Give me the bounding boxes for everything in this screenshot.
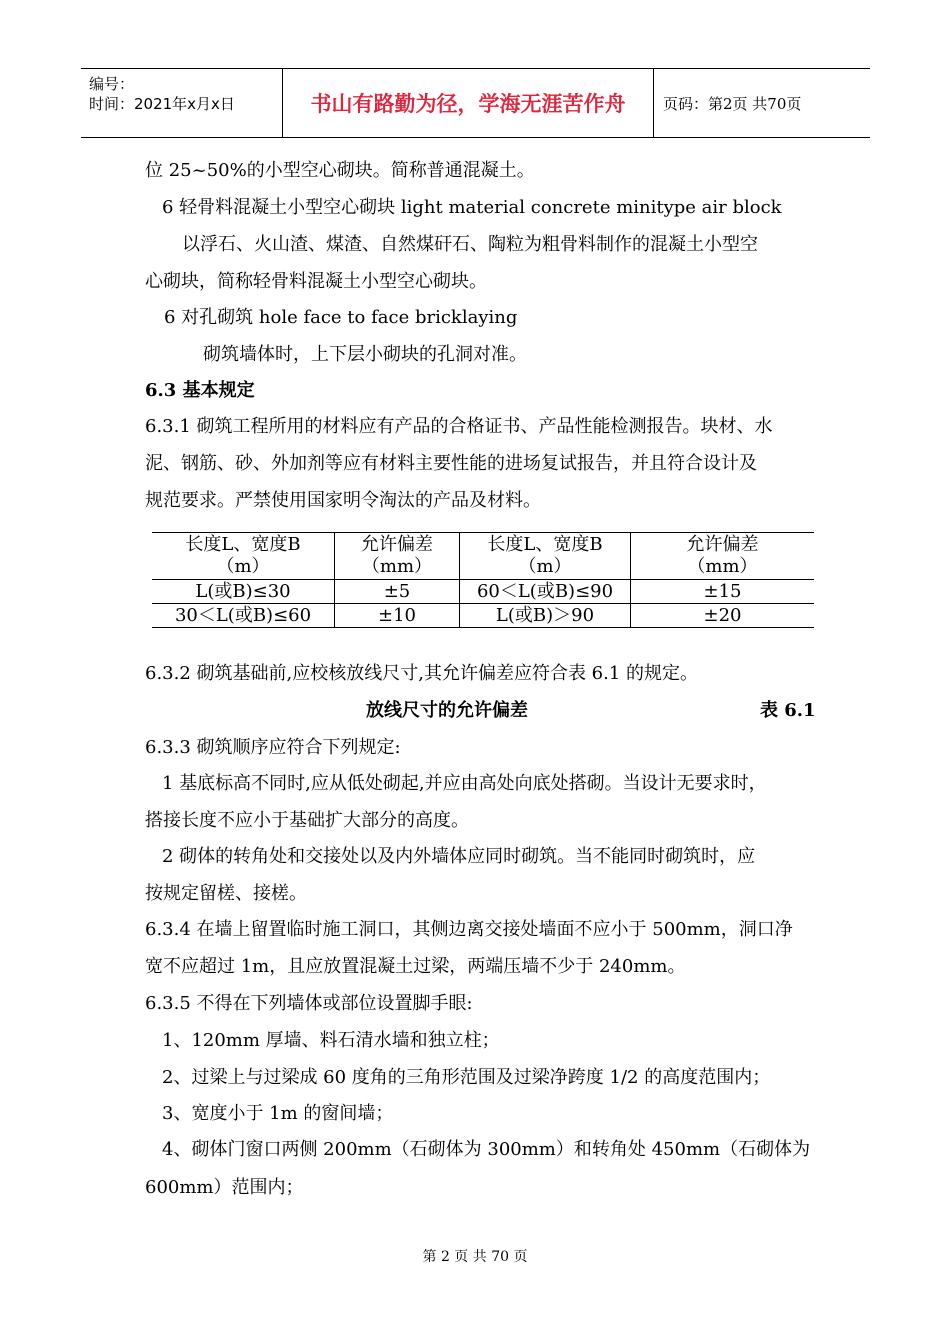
list-item: 2、过梁上与过梁成 60 度角的三角形范围及过梁净跨度 1/2 的高度范围内； xyxy=(162,1067,771,1088)
date-label: 时间：2021年x月x日 xyxy=(89,95,235,113)
list-item: 600mm）范围内； xyxy=(145,1177,304,1198)
body-line: 心砌块，简称轻骨料混凝土小型空心砌块。 xyxy=(145,271,487,292)
header-meta xyxy=(81,69,283,137)
list-item: 1、120mm 厚墙、料石清水墙和独立柱； xyxy=(162,1030,500,1051)
tolerance-table xyxy=(152,532,814,628)
body-line: 6.3.1 砌筑工程所用的材料应有产品的合格证书、产品性能检测报告。块材、水 xyxy=(145,416,773,437)
table-cell: ±20 xyxy=(631,604,815,628)
table-header-cell: 允许偏差 （mm） xyxy=(335,533,460,580)
body-line: 位 25~50%的小型空心砌块。简称普通混凝土。 xyxy=(145,160,535,181)
body-line: 6 轻骨料混凝土小型空心砌块 light material concrete minitype air block xyxy=(162,197,782,218)
table-row xyxy=(152,604,814,628)
table-cell: ±10 xyxy=(335,604,460,628)
page-info-text: 页码：第2页 共70页 xyxy=(663,94,802,113)
body-line: 6.3.3 砌筑顺序应符合下列规定: xyxy=(145,737,401,758)
table-cell: 60＜L(或B)≤90 xyxy=(460,580,631,604)
body-line: 6 对孔砌筑 hole face to face bricklaying xyxy=(164,307,518,328)
table-row xyxy=(152,580,814,604)
table-cell: ±15 xyxy=(631,580,815,604)
section-heading: 6.3 基本规定 xyxy=(145,380,255,401)
header-motto: 书山有路勤为径，学海无涯苦作舟 xyxy=(283,69,654,137)
table-number: 表 6.1 xyxy=(760,700,816,721)
table-cell: L(或B)＞90 xyxy=(460,604,631,628)
page-header xyxy=(81,68,870,138)
body-line: 规范要求。严禁使用国家明令淘汰的产品及材料。 xyxy=(145,490,541,511)
body-line: 6.3.2 砌筑基础前,应校核放线尺寸,其允许偏差应符合表 6.1 的规定。 xyxy=(145,663,699,684)
body-line: 搭接长度不应小于基础扩大部分的高度。 xyxy=(145,810,469,831)
body-line: 以浮石、火山渣、煤渣、自然煤矸石、陶粒为粗骨料制作的混凝土小型空 xyxy=(182,234,758,255)
body-line: 宽不应超过 1m，且应放置混凝土过梁，两端压墙不少于 240mm。 xyxy=(145,956,686,977)
body-line: 按规定留槎、接槎。 xyxy=(145,883,307,904)
list-item: 4、砌体门窗口两侧 200mm（石砌体为 300mm）和转角处 450mm（石砌体为 xyxy=(162,1139,811,1160)
table-cell: 30＜L(或B)≤60 xyxy=(152,604,335,628)
number-label: 编号： xyxy=(89,75,135,93)
table-cell: L(或B)≤30 xyxy=(152,580,335,604)
table-header-cell: 长度L、宽度B （m） xyxy=(152,533,335,580)
body-line: 6.3.4 在墙上留置临时施工洞口，其侧边离交接处墙面不应小于 500mm，洞口净 xyxy=(145,919,793,940)
table-header-cell: 长度L、宽度B （m） xyxy=(460,533,631,580)
table-header-row xyxy=(152,533,814,580)
header-page-info xyxy=(663,69,870,137)
table-cell: ±5 xyxy=(335,580,460,604)
page-footer: 第 2 页 共 70 页 xyxy=(422,1249,528,1265)
list-item: 3、宽度小于 1m 的窗间墙； xyxy=(162,1103,394,1124)
body-line: 泥、钢筋、砂、外加剂等应有材料主要性能的进场复试报告，并且符合设计及 xyxy=(145,453,757,474)
body-line: 1 基底标高不同时,应从低处砌起,并应由高处向底处搭砌。当设计无要求时， xyxy=(162,773,767,794)
body-line: 2 砌体的转角处和交接处以及内外墙体应同时砌筑。当不能同时砌筑时，应 xyxy=(162,846,756,867)
table-caption: 放线尺寸的允许偏差 xyxy=(366,700,528,721)
body-line: 6.3.5 不得在下列墙体或部位设置脚手眼: xyxy=(145,993,473,1014)
body-line: 砌筑墙体时，上下层小砌块的孔洞对准。 xyxy=(203,344,527,365)
table-header-cell: 允许偏差 （mm） xyxy=(631,533,815,580)
